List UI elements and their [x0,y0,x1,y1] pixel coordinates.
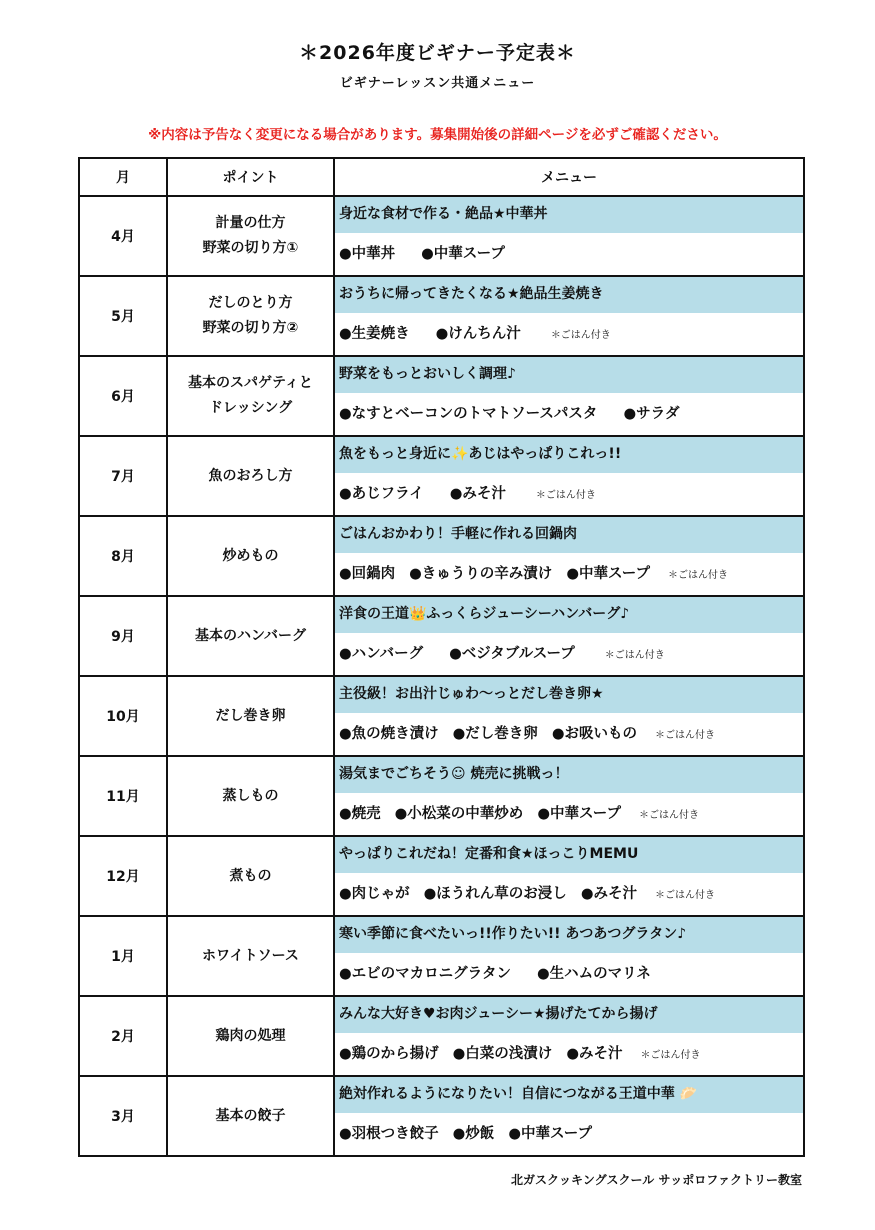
dish-item: ●あじフライ [339,486,424,502]
table-header-row [79,158,804,196]
table-row [79,196,804,276]
dish-item: ●羽根つき餃子 [339,1126,439,1142]
month-cell: 9月 [79,596,167,676]
dish-list [335,953,803,995]
school-name: 北ガスクッキングスクール サッポロファクトリー教室 [511,1173,802,1187]
dish-item: ●だし巻き卵 [452,726,538,742]
menu-cell [334,996,804,1076]
dish-list [335,313,803,355]
point-cell [167,916,334,996]
menu-headline: 野菜をもっとおいしく調理♪ [335,357,803,393]
dish-list [335,1113,803,1155]
table-row [79,1076,804,1156]
table-row [79,836,804,916]
point-cell [167,436,334,516]
point-line: 魚のおろし方 [208,467,293,484]
menu-cell [334,436,804,516]
menu-cell [334,276,804,356]
table-row [79,996,804,1076]
dish-item: ●なすとベーコンのトマトソースパスタ [339,406,598,422]
dish-item: ●肉じゃが [339,886,410,902]
table-row [79,436,804,516]
menu-headline: 洋食の王道👑ふっくらジューシーハンバーグ♪ [335,597,803,633]
menu-cell [334,196,804,276]
page-subtitle: ビギナーレッスン共通メニュー [339,76,536,91]
dish-list [335,233,803,275]
menu-cell [334,516,804,596]
point-cell [167,676,334,756]
change-notice: ※内容は予告なく変更になる場合があります。募集開始後の詳細ページを必ずご確認ください。 [148,127,727,143]
rice-included-note: ＊ごはん付き [535,490,596,501]
point-cell [167,356,334,436]
dish-item: ●エビのマカロニグラタン [339,966,512,982]
dish-item: ●中華丼 [339,246,396,262]
month-cell: 12月 [79,836,167,916]
dish-list [335,393,803,435]
dish-item: ●生姜焼き [339,326,410,342]
point-cell [167,1076,334,1156]
point-cell [167,596,334,676]
dish-list [335,473,803,515]
point-line: 基本のスパゲティと [188,375,313,391]
menu-headline: 身近な食材で作る・絶品★中華丼 [335,197,803,233]
point-line: 野菜の切り方① [202,240,299,256]
menu-headline: おうちに帰ってきたくなる★絶品生姜焼き [335,277,803,313]
menu-headline: 寒い季節に食べたいっ!!作りたい!! あつあつグラタン♪ [335,917,803,953]
month-cell: 5月 [79,276,167,356]
dish-item: ●鶏のから揚げ [339,1046,439,1062]
point-line: 鶏肉の処理 [215,1027,286,1044]
column-header-month: 月 [79,158,167,196]
dish-item: ●生ハムのマリネ [537,966,651,982]
dish-item: ●魚の焼き漬け [339,726,439,742]
table-row [79,676,804,756]
month-cell: 2月 [79,996,167,1076]
point-cell [167,996,334,1076]
schedule-table [78,157,805,1157]
dish-item: ●回鍋肉 [339,566,396,582]
point-line: 野菜の切り方② [202,320,299,336]
rice-included-note: ＊ごはん付き [604,650,665,661]
dish-item: ●きゅうりの辛み漬け [409,566,553,582]
point-line: 炒めもの [222,547,279,564]
menu-headline: 絶対作れるようになりたい！自信につながる王道中華 🥟 [335,1077,803,1113]
point-cell [167,756,334,836]
rice-included-note: ＊ごはん付き [654,730,715,741]
page-title: ＊2026年度ビギナー予定表＊ [299,42,576,64]
dish-item: ●炒飯 [452,1126,495,1142]
dish-item: ●サラダ [623,406,680,422]
point-line: 煮もの [229,867,272,884]
point-line: 基本の餃子 [215,1107,286,1124]
rice-included-note: ＊ごはん付き [550,330,611,341]
dish-list [335,1033,803,1075]
menu-cell [334,1076,804,1156]
dish-item: ●みそ汁 [449,486,506,502]
menu-cell [334,916,804,996]
point-cell [167,276,334,356]
month-cell: 1月 [79,916,167,996]
month-cell: 6月 [79,356,167,436]
point-line: 基本のハンバーグ [194,627,307,644]
dish-item: ●中華スープ [508,1126,593,1142]
dish-item: ●小松菜の中華炒め [394,806,524,822]
table-row [79,356,804,436]
month-cell: 4月 [79,196,167,276]
dish-item: ●お吸いもの [551,726,637,742]
month-cell: 3月 [79,1076,167,1156]
menu-cell [334,836,804,916]
dish-item: ●中華スープ [566,566,651,582]
table-row [79,516,804,596]
table-row [79,756,804,836]
month-cell: 10月 [79,676,167,756]
dish-item: ●みそ汁 [580,886,637,902]
dish-item: ●中華スープ [421,246,505,262]
rice-included-note: ＊ごはん付き [640,1050,701,1061]
menu-headline: 主役級！お出汁じゅわ～っとだし巻き卵★ [335,677,803,713]
point-cell [167,516,334,596]
point-line: 計量の仕方 [215,215,286,231]
point-line: だし巻き卵 [215,707,286,724]
rice-included-note: ＊ごはん付き [654,890,715,901]
point-line: 蒸しもの [222,787,279,804]
point-line: ホワイトソース [202,947,299,964]
month-cell: 11月 [79,756,167,836]
table-row [79,276,804,356]
dish-item: ●けんちん汁 [435,326,521,342]
dish-item: ●ベジタブルスープ [449,646,575,662]
schedule-rows [79,196,804,1156]
dish-list [335,633,803,675]
rice-included-note: ＊ごはん付き [668,570,729,581]
column-header-menu: メニュー [334,158,804,196]
menu-cell [334,756,804,836]
point-cell [167,196,334,276]
menu-headline: 湯気までごちそう☺ 焼売に挑戦っ！ [335,757,803,793]
dish-item: ●ハンバーグ [339,646,424,662]
menu-headline: やっぱりこれだね！定番和食★ほっこりMEMU [335,837,803,873]
point-line: ドレッシング [208,400,293,416]
month-cell: 8月 [79,516,167,596]
menu-headline: ごはんおかわり！手軽に作れる回鍋肉 [335,517,803,553]
point-cell [167,836,334,916]
rice-included-note: ＊ごはん付き [639,810,700,821]
dish-item: ●白菜の浅漬け [452,1046,553,1062]
menu-headline: みんな大好き♥お肉ジューシー★揚げたてから揚げ [335,997,803,1033]
month-cell: 7月 [79,436,167,516]
menu-cell [334,356,804,436]
column-header-point: ポイント [167,158,334,196]
table-row [79,596,804,676]
point-line: だしのとり方 [208,295,293,311]
menu-headline: 魚をもっと身近に✨あじはやっぱりこれっ!! [335,437,803,473]
dish-list [335,793,803,835]
dish-list [335,713,803,755]
dish-item: ●みそ汁 [566,1046,623,1062]
dish-item: ●中華スープ [537,806,622,822]
menu-cell [334,676,804,756]
dish-list [335,873,803,915]
dish-item: ●焼売 [339,806,381,822]
menu-cell [334,596,804,676]
dish-item: ●ほうれん草のお浸し [423,886,567,902]
table-row [79,916,804,996]
dish-list [335,553,803,595]
